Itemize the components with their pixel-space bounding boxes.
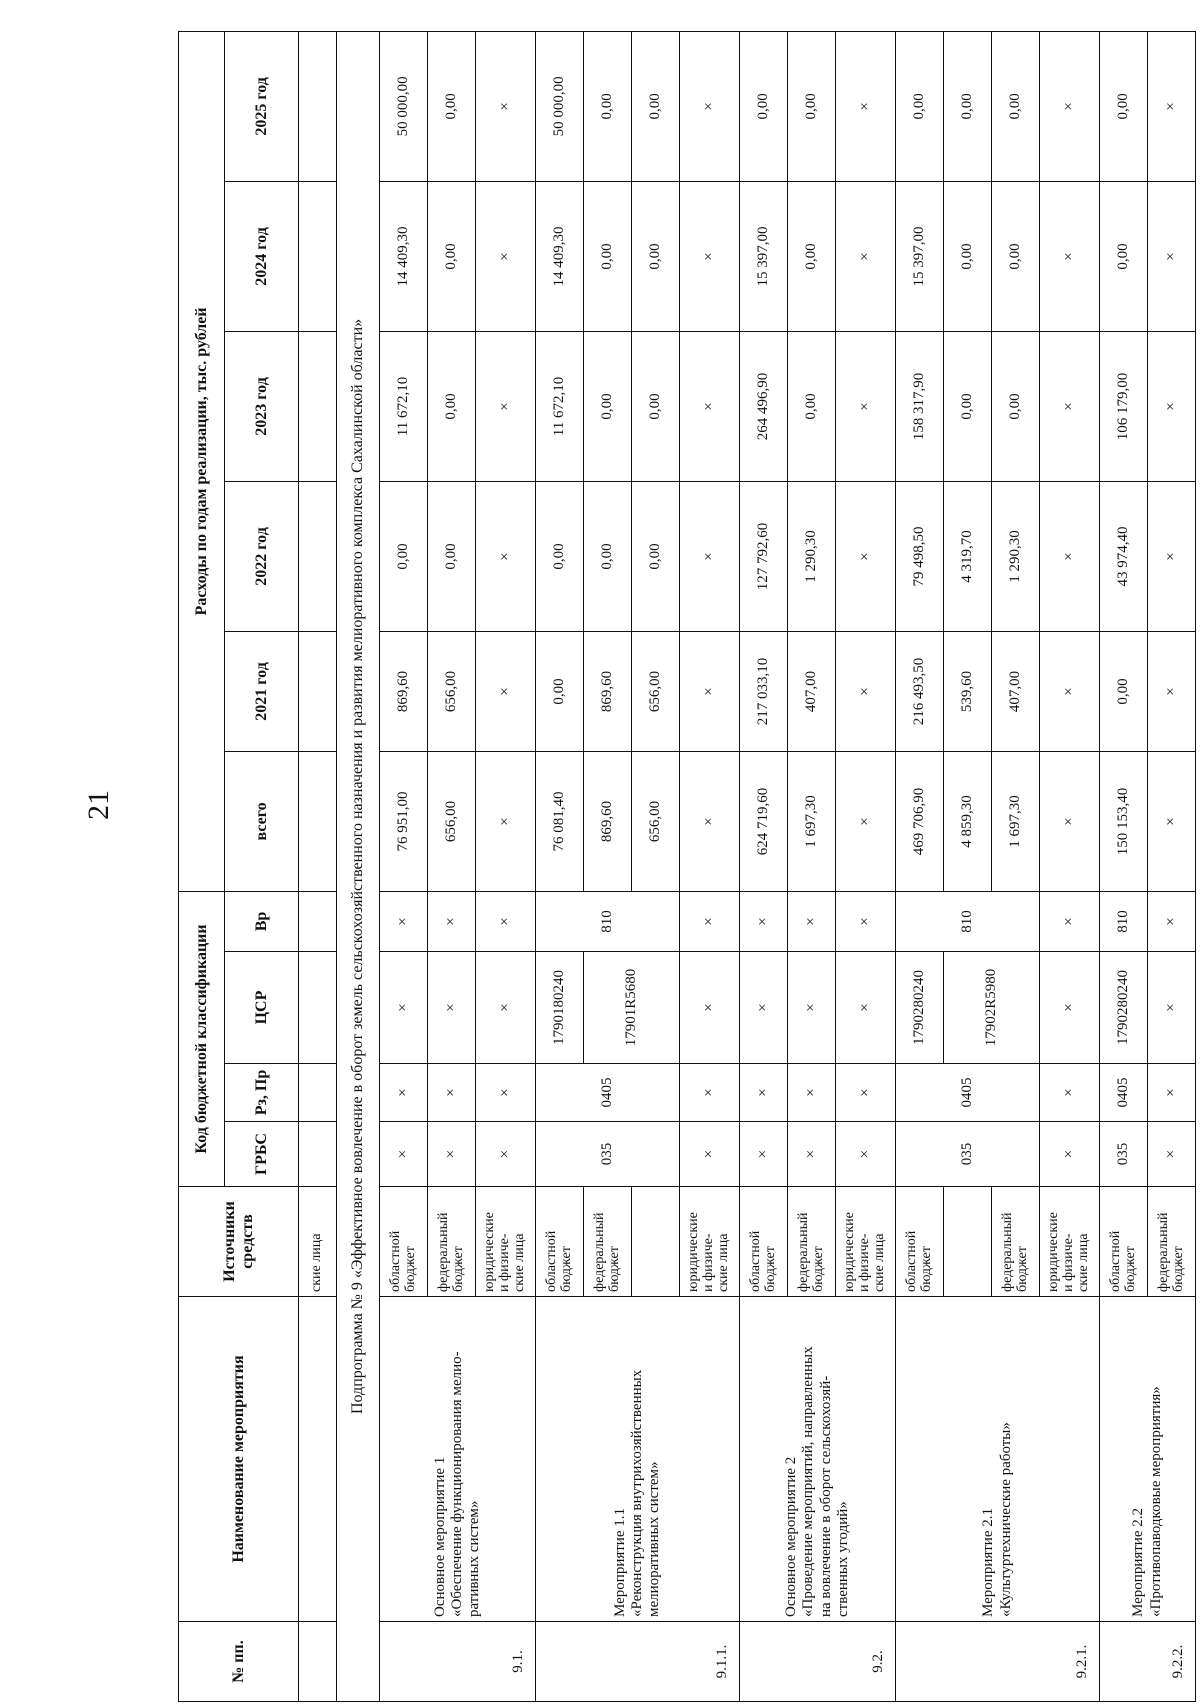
rzpr-cell: ×	[428, 1064, 476, 1122]
amount-y2025: 0,00	[992, 31, 1040, 181]
source-line: бюджет	[402, 1246, 418, 1292]
amount-y2021: ×	[1148, 631, 1196, 751]
csr-cell: 17902R5980	[944, 952, 1040, 1064]
amount-y2021: 0,00	[536, 631, 584, 751]
amount-y2022: 0,00	[380, 481, 428, 631]
amount-y2022: 0,00	[632, 481, 680, 631]
amount-total: 4 859,30	[944, 751, 992, 891]
amount-y2022: 0,00	[536, 481, 584, 631]
source-line: бюджет	[810, 1246, 826, 1292]
amount-y2022: 1 290,30	[992, 481, 1040, 631]
csr-cell: ×	[836, 952, 896, 1064]
source-line: и физиче-	[701, 1233, 717, 1292]
amount-y2024: ×	[836, 181, 896, 331]
amount-y2024: 0,00	[944, 181, 992, 331]
amount-y2025: 0,00	[788, 31, 836, 181]
source-line: ские лица	[511, 1233, 527, 1292]
vr-cell: 810	[536, 891, 680, 951]
vr-cell: ×	[680, 891, 740, 951]
header-csr: ЦСР	[225, 952, 299, 1064]
activity-name	[896, 1297, 1100, 1622]
source-cell	[536, 1187, 584, 1297]
amount-y2024: 0,00	[428, 181, 476, 331]
amount-total: 1 697,30	[788, 751, 836, 891]
amount-y2022: 79 498,50	[896, 481, 944, 631]
amount-y2025: 0,00	[632, 31, 680, 181]
carry-source: ские лица	[299, 1187, 337, 1297]
amount-y2021: 0,00	[1100, 631, 1148, 751]
vr-cell: ×	[788, 891, 836, 951]
grbs-cell: ×	[680, 1122, 740, 1187]
amount-y2023: ×	[476, 331, 536, 481]
grbs-cell: 035	[536, 1122, 680, 1187]
grbs-cell: ×	[428, 1122, 476, 1187]
amount-y2021: 407,00	[992, 631, 1040, 751]
header-no: № пп.	[179, 1622, 299, 1702]
amount-total: 656,00	[428, 751, 476, 891]
amount-y2021: ×	[1040, 631, 1100, 751]
vr-cell: ×	[476, 891, 536, 951]
header-2022: 2022 год	[225, 481, 299, 631]
rotated-page	[178, 32, 1186, 1702]
source-cell	[1040, 1187, 1100, 1297]
source-cell	[1148, 1187, 1196, 1297]
rzpr-cell: ×	[380, 1064, 428, 1122]
amount-y2025: 0,00	[584, 31, 632, 181]
source-line: областной	[747, 1230, 763, 1292]
rzpr-cell: ×	[740, 1064, 788, 1122]
csr-cell: 1790180240	[536, 952, 584, 1064]
csr-cell: 17901R5680	[584, 952, 680, 1064]
source-line: юридические	[686, 1212, 702, 1292]
amount-y2024: ×	[476, 181, 536, 331]
vr-cell: ×	[1040, 891, 1100, 951]
activity-name-line: «Культуртехнические работы»	[997, 1422, 1014, 1617]
source-line: юридические	[842, 1212, 858, 1292]
amount-y2022: ×	[836, 481, 896, 631]
amount-y2023: 0,00	[428, 331, 476, 481]
amount-total: 1 697,30	[992, 751, 1040, 891]
amount-y2025: 50 000,00	[380, 31, 428, 181]
amount-y2024: 0,00	[632, 181, 680, 331]
header-total: всего	[225, 751, 299, 891]
amount-total: ×	[1148, 751, 1196, 891]
table-body	[299, 31, 1196, 1701]
source-line: бюджет	[918, 1246, 934, 1292]
activity-name-line: «Противопаводковые мероприятия»	[1147, 1386, 1164, 1617]
amount-y2021: 656,00	[632, 631, 680, 751]
amount-total: ×	[476, 751, 536, 891]
source-cell	[632, 1187, 680, 1297]
header-name: Наименование мероприятия	[179, 1297, 299, 1622]
source-line: ские лица	[715, 1233, 731, 1292]
amount-y2021: 539,60	[944, 631, 992, 751]
row-number: 9.2.	[740, 1622, 896, 1702]
source-line: юридические	[482, 1212, 498, 1292]
csr-cell: ×	[740, 952, 788, 1064]
source-line: областной	[543, 1230, 559, 1292]
activity-name-line: «Реконструкция внутрихозяйственных	[628, 1369, 645, 1617]
amount-y2021: ×	[836, 631, 896, 751]
amount-y2025: 50 000,00	[536, 31, 584, 181]
source-line: ские лица	[1075, 1233, 1091, 1292]
source-line: ские лица	[871, 1233, 887, 1292]
header-rzpr: Рз, Пр	[225, 1064, 299, 1122]
amount-total: 469 706,90	[896, 751, 944, 891]
amount-y2022: ×	[476, 481, 536, 631]
amount-y2022: 1 290,30	[788, 481, 836, 631]
header-grbs: ГРБС	[225, 1122, 299, 1187]
activity-name-line: «Проведение мероприятий, направленных	[800, 1346, 817, 1617]
activity-name-line: Мероприятие 2.2	[1130, 1508, 1147, 1617]
csr-cell: ×	[1040, 952, 1100, 1064]
amount-y2022: 0,00	[428, 481, 476, 631]
amount-y2021: 217 033,10	[740, 631, 788, 751]
vr-cell: ×	[428, 891, 476, 951]
header-vr: Вр	[225, 891, 299, 951]
amount-y2025: ×	[1040, 31, 1100, 181]
amount-y2023: 11 672,10	[536, 331, 584, 481]
amount-y2022: 127 792,60	[740, 481, 788, 631]
csr-cell: ×	[1148, 952, 1196, 1064]
source-cell	[992, 1187, 1040, 1297]
header-2021: 2021 год	[225, 631, 299, 751]
activity-name-line: ративных систем»	[466, 1500, 483, 1617]
amount-total: 869,60	[584, 751, 632, 891]
source-line: бюджет	[450, 1246, 466, 1292]
grbs-cell: ×	[380, 1122, 428, 1187]
source-line: областной	[903, 1230, 919, 1292]
amount-total: 76 081,40	[536, 751, 584, 891]
amount-y2022: 43 974,40	[1100, 481, 1148, 631]
amount-y2021: 407,00	[788, 631, 836, 751]
amount-y2021: 656,00	[428, 631, 476, 751]
grbs-cell: ×	[476, 1122, 536, 1187]
amount-y2022: ×	[1148, 481, 1196, 631]
amount-y2023: 0,00	[992, 331, 1040, 481]
amount-total: ×	[680, 751, 740, 891]
amount-y2024: 14 409,30	[380, 181, 428, 331]
amount-y2024: 0,00	[584, 181, 632, 331]
amount-y2025: 0,00	[1100, 31, 1148, 181]
source-cell	[944, 1187, 992, 1297]
amount-y2023: ×	[836, 331, 896, 481]
source-cell	[896, 1187, 944, 1297]
amount-y2024: ×	[1040, 181, 1100, 331]
grbs-cell: ×	[1148, 1122, 1196, 1187]
activity-name-line: Основное мероприятие 1	[431, 1456, 448, 1617]
activity-name	[536, 1297, 740, 1622]
vr-cell: 810	[1100, 891, 1148, 951]
source-cell	[380, 1187, 428, 1297]
row-number: 9.1.1.	[536, 1622, 740, 1702]
row-number: 9.1.	[380, 1622, 536, 1702]
csr-cell: ×	[428, 952, 476, 1064]
grbs-cell: ×	[1040, 1122, 1100, 1187]
rzpr-cell: 0405	[896, 1064, 1040, 1122]
amount-y2024: 15 397,00	[896, 181, 944, 331]
rzpr-cell: ×	[836, 1064, 896, 1122]
amount-y2023: ×	[1148, 331, 1196, 481]
page-number: 21	[82, 790, 115, 820]
amount-y2024: ×	[1148, 181, 1196, 331]
source-line: бюджет	[1014, 1246, 1030, 1292]
grbs-cell: ×	[836, 1122, 896, 1187]
amount-y2025: ×	[476, 31, 536, 181]
activity-name-line: Мероприятие 2.1	[980, 1508, 997, 1617]
rzpr-cell: ×	[680, 1064, 740, 1122]
activity-name-line: «Обеспечение функционирования мелио-	[448, 1351, 465, 1617]
amount-y2023: 0,00	[632, 331, 680, 481]
carry-name	[299, 1297, 337, 1622]
activity-name	[740, 1297, 896, 1622]
csr-cell: ×	[788, 952, 836, 1064]
amount-y2023: 106 179,00	[1100, 331, 1148, 481]
amount-y2023: 0,00	[584, 331, 632, 481]
amount-y2024: 14 409,30	[536, 181, 584, 331]
source-line: федеральный	[1155, 1212, 1171, 1292]
vr-cell: ×	[740, 891, 788, 951]
rzpr-cell: ×	[476, 1064, 536, 1122]
header-expenses: Расходы по годам реализации, тыс. рублей	[179, 31, 225, 891]
rzpr-cell: 0405	[1100, 1064, 1148, 1122]
amount-y2024: 0,00	[788, 181, 836, 331]
amount-y2022: ×	[1040, 481, 1100, 631]
source-cell	[428, 1187, 476, 1297]
source-cell	[476, 1187, 536, 1297]
activity-name-line: Основное мероприятие 2	[783, 1456, 799, 1617]
source-cell	[788, 1187, 836, 1297]
grbs-cell: 035	[896, 1122, 1040, 1187]
source-line: бюджет	[762, 1246, 778, 1292]
amount-y2025: 0,00	[428, 31, 476, 181]
source-line: и физиче-	[1061, 1233, 1077, 1292]
amount-y2021: ×	[680, 631, 740, 751]
source-cell	[836, 1187, 896, 1297]
amount-y2025: ×	[836, 31, 896, 181]
row-number: 9.2.2.	[1100, 1622, 1196, 1702]
header-2024: 2024 год	[225, 181, 299, 331]
amount-total: 76 951,00	[380, 751, 428, 891]
carry-no	[299, 1622, 337, 1702]
source-cell	[740, 1187, 788, 1297]
amount-y2023: 158 317,90	[896, 331, 944, 481]
amount-y2023: 0,00	[788, 331, 836, 481]
amount-y2023: ×	[1040, 331, 1100, 481]
header-2023: 2023 год	[225, 331, 299, 481]
activity-name	[380, 1297, 536, 1622]
amount-y2021: ×	[476, 631, 536, 751]
vr-cell: 810	[896, 891, 1040, 951]
vr-cell: ×	[380, 891, 428, 951]
source-line: федеральный	[591, 1212, 607, 1292]
source-line: бюджет	[558, 1246, 574, 1292]
source-cell	[680, 1187, 740, 1297]
amount-total: 150 153,40	[1100, 751, 1148, 891]
amount-total: 624 719,60	[740, 751, 788, 891]
header-budget-code: Код бюджетной классификации	[179, 891, 225, 1186]
amount-y2023: 11 672,10	[380, 331, 428, 481]
amount-y2025: 0,00	[740, 31, 788, 181]
activity-name-line: ственных угодий»	[834, 1501, 851, 1617]
source-line: и физиче-	[857, 1233, 873, 1292]
activity-name-line: на вовлечение в оборот сельскохозяй-	[817, 1375, 834, 1617]
amount-y2023: 264 496,90	[740, 331, 788, 481]
activity-name	[1100, 1297, 1196, 1622]
source-line: бюджет	[1170, 1246, 1186, 1292]
source-line: бюджет	[1122, 1246, 1138, 1292]
amount-y2022: 0,00	[584, 481, 632, 631]
amount-y2024: 15 397,00	[740, 181, 788, 331]
amount-y2025: 0,00	[944, 31, 992, 181]
amount-y2025: ×	[1148, 31, 1196, 181]
header-2025: 2025 год	[225, 31, 299, 181]
header-source: Источники средств	[179, 1187, 299, 1297]
table-row	[1100, 31, 1148, 1701]
source-line: областной	[1107, 1230, 1123, 1292]
budget-table	[178, 31, 1196, 1702]
source-line: бюджет	[606, 1246, 622, 1292]
subprogram-title: Подпрограмма № 9 «Эффективное вовлечение в оборот земель сельскохозяйственного назначения и развития мелиоративного комплекса Сахалинской области»	[337, 31, 380, 1701]
csr-cell: 1790280240	[1100, 952, 1148, 1064]
amount-y2023: 0,00	[944, 331, 992, 481]
rzpr-cell: ×	[788, 1064, 836, 1122]
rzpr-cell: 0405	[536, 1064, 680, 1122]
amount-y2021: 869,60	[584, 631, 632, 751]
vr-cell: ×	[836, 891, 896, 951]
source-line: федеральный	[435, 1212, 451, 1292]
csr-cell: 1790280240	[896, 952, 944, 1064]
table-row	[740, 31, 788, 1701]
amount-y2023: ×	[680, 331, 740, 481]
amount-y2022: ×	[680, 481, 740, 631]
rzpr-cell: ×	[1040, 1064, 1100, 1122]
grbs-cell: ×	[788, 1122, 836, 1187]
amount-y2025: 0,00	[896, 31, 944, 181]
amount-y2024: ×	[680, 181, 740, 331]
amount-total: 656,00	[632, 751, 680, 891]
table-row	[896, 31, 944, 1701]
table-row	[536, 31, 584, 1701]
row-number: 9.2.1.	[896, 1622, 1100, 1702]
amount-y2024: 0,00	[992, 181, 1040, 331]
source-line: областной	[387, 1230, 403, 1292]
grbs-cell: 035	[1100, 1122, 1148, 1187]
csr-cell: ×	[380, 952, 428, 1064]
source-line: федеральный	[795, 1212, 811, 1292]
amount-y2025: ×	[680, 31, 740, 181]
source-line: федеральный	[999, 1212, 1015, 1292]
amount-total: ×	[836, 751, 896, 891]
amount-y2024: 0,00	[1100, 181, 1148, 331]
csr-cell: ×	[680, 952, 740, 1064]
source-cell	[1100, 1187, 1148, 1297]
source-line: юридические	[1046, 1212, 1062, 1292]
amount-y2022: 4 319,70	[944, 481, 992, 631]
amount-y2021: 216 493,50	[896, 631, 944, 751]
rzpr-cell: ×	[1148, 1064, 1196, 1122]
subprogram-row	[337, 31, 380, 1701]
source-cell	[584, 1187, 632, 1297]
table-row	[380, 31, 428, 1701]
carry-over-row	[299, 31, 337, 1701]
amount-total: ×	[1040, 751, 1100, 891]
source-line: и физиче-	[497, 1233, 513, 1292]
amount-y2021: 869,60	[380, 631, 428, 751]
csr-cell: ×	[476, 952, 536, 1064]
activity-name-line: мелиоративных систем»	[646, 1461, 663, 1617]
vr-cell: ×	[1148, 891, 1196, 951]
grbs-cell: ×	[740, 1122, 788, 1187]
activity-name-line: Мероприятие 1.1	[611, 1508, 628, 1617]
